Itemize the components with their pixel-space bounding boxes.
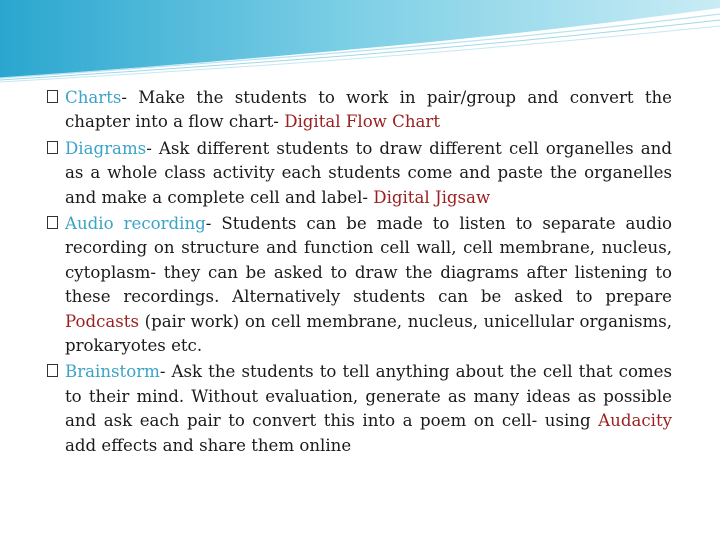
term-label: Audio recording bbox=[65, 214, 206, 234]
bullet-box-icon bbox=[47, 141, 58, 154]
bullet-text: - Ask different students to draw different cell organelles and as a whole class activity each students come and paste the organelles and make a complete cell and label- bbox=[65, 138, 672, 207]
term-label: Diagrams bbox=[65, 138, 147, 158]
bullet-text: - Students can be made to listen to separate audio recording on structure and function cell wall, cell membrane, nucleus, cytoplasm- they can be asked to draw the diagrams after listening to these recordings. Alternatively students can be asked to prepare bbox=[65, 214, 672, 307]
term-label: Brainstorm bbox=[65, 362, 160, 382]
tool-label: Digital Jigsaw bbox=[373, 187, 491, 207]
bullet-text-after: (pair work) on cell membrane, nucleus, unicellular organisms, prokaryotes etc. bbox=[65, 311, 672, 356]
tool-label: Digital Flow Chart bbox=[284, 112, 441, 132]
bullet-charts bbox=[47, 86, 672, 135]
term-label: Charts bbox=[65, 88, 122, 107]
bullet-text: - Make the students to work in pair/group and convert the chapter into a flow chart- bbox=[65, 88, 672, 132]
bullet-brainstorm bbox=[47, 360, 672, 458]
bullet-diagrams bbox=[47, 137, 672, 210]
header-wave-decoration bbox=[0, 0, 720, 90]
bullet-audio-recording bbox=[47, 212, 672, 358]
bullet-box-icon bbox=[47, 216, 58, 229]
bullet-box-icon bbox=[47, 90, 58, 103]
tool-label: Audacity bbox=[598, 411, 672, 431]
bullet-text-after: add effects and share them online bbox=[65, 435, 352, 455]
bullet-text: - Ask the students to tell anything about the cell that comes to their mind. Without evaluation, generate as many ideas as possible and ask each pair to convert this into a poem on cell- using bbox=[65, 362, 672, 431]
bullet-box-icon bbox=[47, 364, 58, 377]
tool-label: Podcasts bbox=[65, 311, 139, 331]
content-body bbox=[47, 86, 672, 460]
